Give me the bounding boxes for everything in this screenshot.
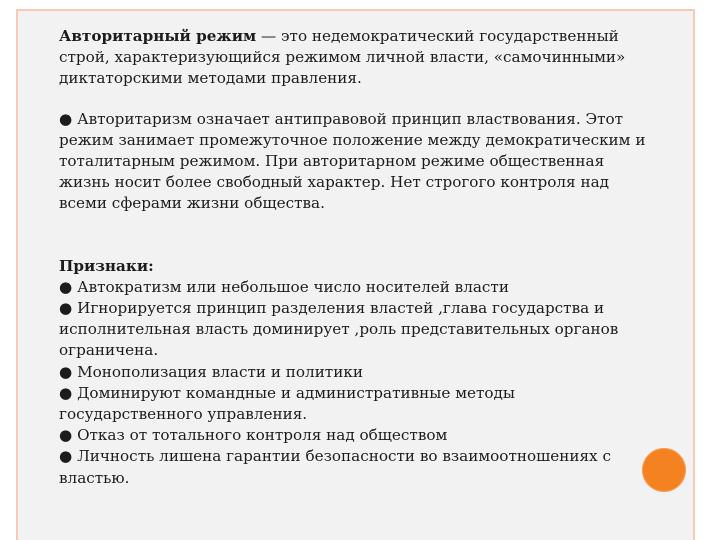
feature-item: ● Личность лишена гарантии безопасности во взаимоотношениях с властью. bbox=[59, 447, 611, 487]
feature-item: ● Монополизация власти и политики bbox=[59, 362, 363, 381]
description-paragraph: ● Авторитаризм означает антиправовой принцип властвования. Этот режим занимает промежуточное положение между демократическим и тоталитарным режимом. При авторитарном режиме общественная жизнь носит более свободный характер. Нет строгого контроля над всеми сферами жизни общества. bbox=[59, 109, 646, 213]
feature-item: ● Игнорируется принцип разделения властей ,глава государства и исполнительная власть доминирует ,роль представительных органов ограничена. bbox=[59, 299, 619, 360]
definition-term: Авторитарный режим bbox=[59, 27, 257, 45]
slide-text bbox=[59, 26, 659, 489]
definition-body: — это недемократический государственный строй, характеризующийся режимом личной власти, «самочинными» диктаторскими методами правления. bbox=[59, 27, 626, 88]
definition-paragraph bbox=[59, 26, 659, 90]
feature-item: ● Автократизм или небольшое число носителей власти bbox=[59, 277, 509, 296]
features-heading: Признаки: bbox=[59, 256, 154, 275]
decorative-orange-circle bbox=[642, 448, 686, 492]
feature-item: ● Отказ от тотального контроля над обществом bbox=[59, 426, 448, 445]
feature-item: ● Доминируют командные и административные методы государственного управления. bbox=[59, 383, 515, 424]
